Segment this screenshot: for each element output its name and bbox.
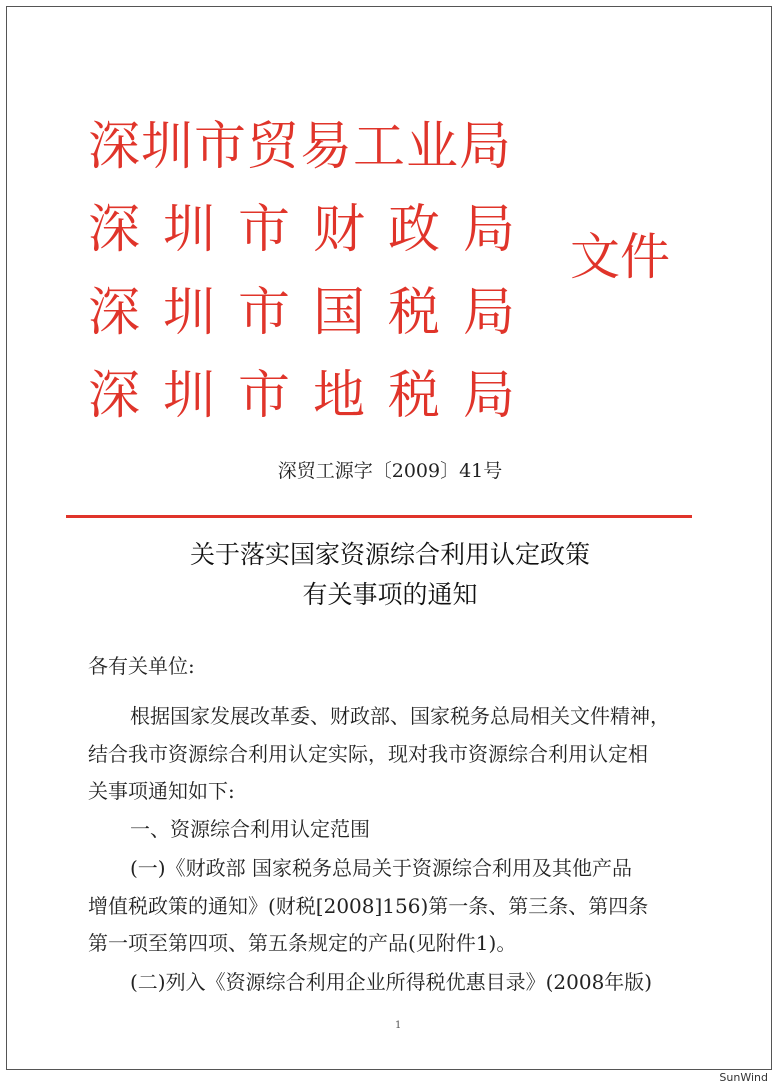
notice-title-line-1: 关于落实国家资源综合利用认定政策 [189,540,590,569]
body-line: 第一项至第四项、第五条规定的产品(见附件1)。 [88,931,517,955]
body-line: 结合我市资源综合利用认定实际，现对我市资源综合利用认定相 [88,742,648,766]
body-line: (二)列入《资源综合利用企业所得税优惠目录》(2008年版) [130,970,653,994]
section-heading: 一、资源综合利用认定范围 [130,817,370,841]
body-line: 根据国家发展改革委、财政部、国家税务总局相关文件精神， [130,704,670,728]
page-mark: 1 [395,1020,402,1031]
issuer-national-tax-bureau: 深圳市国税局 [88,283,539,343]
document-number: 深贸工源字〔2009〕41号 [277,460,503,482]
issuer-trade-industry-bureau: 深圳市贸易工业局 [88,117,513,177]
issuer-local-tax-bureau: 深圳市地税局 [88,366,539,426]
notice-title-line-2: 有关事项的通知 [302,580,478,609]
red-divider [66,515,692,518]
body-line: 关事项通知如下: [88,779,235,803]
salutation: 各有关单位: [88,654,195,678]
document-label: 文件 [570,228,670,286]
body-line: (一)《财政部 国家税务总局关于资源综合利用及其他产品 [130,856,632,880]
body-line: 增值税政策的通知》(财税[2008]156)第一条、第三条、第四条 [88,894,649,918]
watermark: SunWind [719,1071,768,1084]
issuer-finance-bureau: 深圳市财政局 [88,200,539,260]
